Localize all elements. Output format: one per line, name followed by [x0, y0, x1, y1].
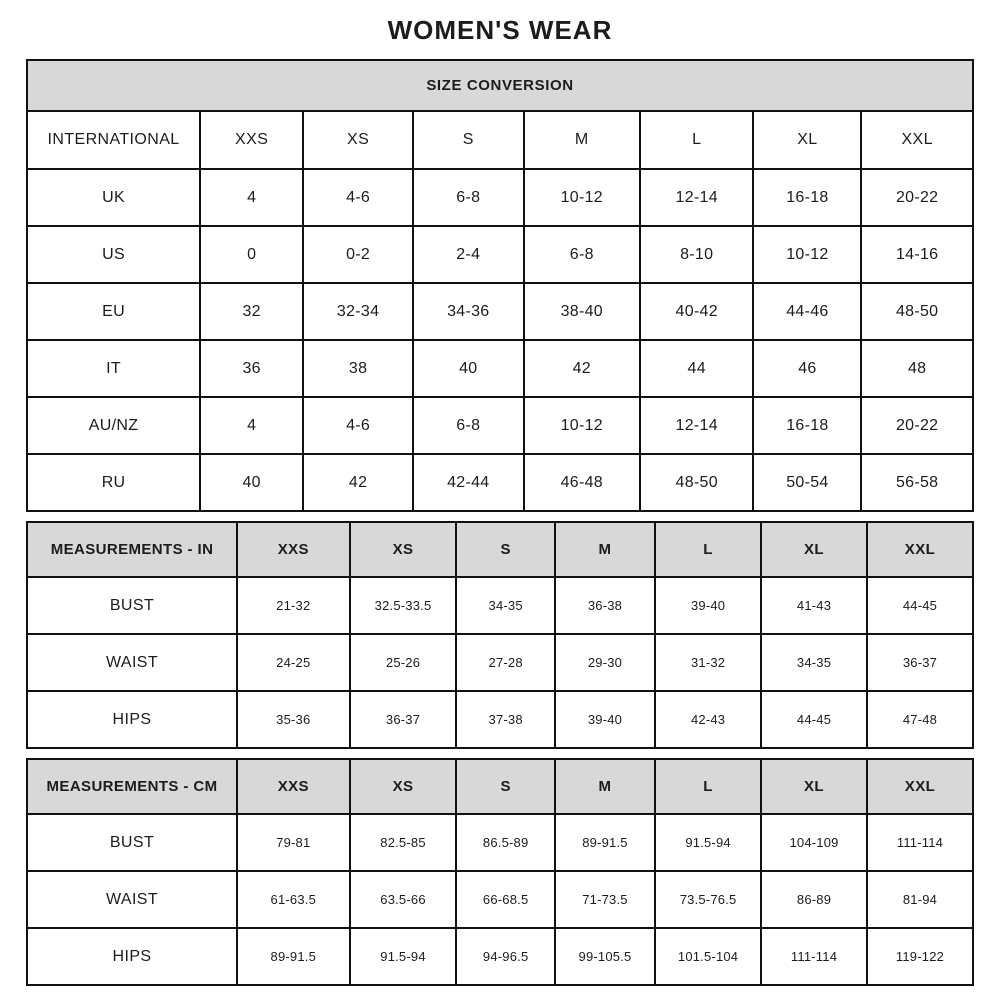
- table-header-row: [27, 759, 973, 814]
- row-label-cell: IT: [27, 340, 200, 397]
- value-cell: 16-18: [753, 169, 861, 226]
- table-row: [27, 340, 973, 397]
- header-size-cell: S: [456, 759, 554, 814]
- table-row: [27, 454, 973, 511]
- measurements-cm-table-wrap: [26, 758, 974, 986]
- row-label-cell: UK: [27, 169, 200, 226]
- value-cell: 0: [200, 226, 303, 283]
- table-header-row: [27, 522, 973, 577]
- value-cell: 44: [640, 340, 754, 397]
- header-size-cell: L: [640, 111, 754, 169]
- row-label-cell: EU: [27, 283, 200, 340]
- header-size-cell: XXL: [861, 111, 973, 169]
- value-cell: 56-58: [861, 454, 973, 511]
- row-label-cell: RU: [27, 454, 200, 511]
- table-row: [27, 283, 973, 340]
- page-title: WOMEN'S WEAR: [387, 15, 613, 45]
- value-cell: 40-42: [640, 283, 754, 340]
- value-cell: 27-28: [456, 634, 554, 691]
- value-cell: 99-105.5: [555, 928, 655, 985]
- value-cell: 82.5-85: [350, 814, 457, 871]
- row-label-cell: BUST: [27, 814, 237, 871]
- value-cell: 42-43: [655, 691, 761, 748]
- value-cell: 61-63.5: [237, 871, 350, 928]
- value-cell: 119-122: [867, 928, 973, 985]
- table-row: [27, 871, 973, 928]
- value-cell: 6-8: [413, 397, 524, 454]
- value-cell: 86.5-89: [456, 814, 554, 871]
- value-cell: 91.5-94: [655, 814, 761, 871]
- header-size-cell: XXL: [867, 759, 973, 814]
- header-size-cell: XL: [761, 759, 867, 814]
- value-cell: 12-14: [640, 169, 754, 226]
- value-cell: 48-50: [640, 454, 754, 511]
- header-label-cell: MEASUREMENTS - IN: [27, 522, 237, 577]
- table-row: [27, 691, 973, 748]
- value-cell: 101.5-104: [655, 928, 761, 985]
- value-cell: 50-54: [753, 454, 861, 511]
- value-cell: 63.5-66: [350, 871, 457, 928]
- value-cell: 89-91.5: [237, 928, 350, 985]
- header-size-cell: XS: [350, 522, 457, 577]
- table-banner-row: [27, 60, 973, 111]
- value-cell: 37-38: [456, 691, 554, 748]
- row-label-cell: HIPS: [27, 691, 237, 748]
- header-size-cell: XS: [350, 759, 457, 814]
- header-label-cell: MEASUREMENTS - CM: [27, 759, 237, 814]
- value-cell: 10-12: [524, 397, 640, 454]
- value-cell: 35-36: [237, 691, 350, 748]
- value-cell: 81-94: [867, 871, 973, 928]
- value-cell: 4-6: [303, 169, 413, 226]
- header-size-cell: M: [555, 522, 655, 577]
- row-label-cell: US: [27, 226, 200, 283]
- value-cell: 36-37: [867, 634, 973, 691]
- value-cell: 104-109: [761, 814, 867, 871]
- size-conversion-table-wrap: [26, 59, 974, 512]
- value-cell: 66-68.5: [456, 871, 554, 928]
- value-cell: 86-89: [761, 871, 867, 928]
- table-header-row: [27, 111, 973, 169]
- header-size-cell: XL: [761, 522, 867, 577]
- value-cell: 111-114: [761, 928, 867, 985]
- table-banner-cell: SIZE CONVERSION: [27, 60, 973, 111]
- header-size-cell: M: [555, 759, 655, 814]
- table-row: [27, 634, 973, 691]
- value-cell: 8-10: [640, 226, 754, 283]
- value-cell: 31-32: [655, 634, 761, 691]
- row-label-cell: HIPS: [27, 928, 237, 985]
- value-cell: 44-46: [753, 283, 861, 340]
- value-cell: 6-8: [413, 169, 524, 226]
- value-cell: 38: [303, 340, 413, 397]
- value-cell: 10-12: [524, 169, 640, 226]
- table-row: [27, 226, 973, 283]
- value-cell: 21-32: [237, 577, 350, 634]
- value-cell: 48-50: [861, 283, 973, 340]
- header-size-cell: S: [413, 111, 524, 169]
- value-cell: 29-30: [555, 634, 655, 691]
- header-size-cell: L: [655, 522, 761, 577]
- value-cell: 42: [524, 340, 640, 397]
- value-cell: 0-2: [303, 226, 413, 283]
- value-cell: 40: [413, 340, 524, 397]
- value-cell: 32.5-33.5: [350, 577, 457, 634]
- header-size-cell: S: [456, 522, 554, 577]
- measurements-in-table: [26, 521, 974, 749]
- value-cell: 32-34: [303, 283, 413, 340]
- value-cell: 71-73.5: [555, 871, 655, 928]
- header-label-cell: INTERNATIONAL: [27, 111, 200, 169]
- value-cell: 34-35: [456, 577, 554, 634]
- measurements-in-table-wrap: [26, 521, 974, 749]
- table-row: [27, 577, 973, 634]
- measurements-cm-table: [26, 758, 974, 986]
- value-cell: 46: [753, 340, 861, 397]
- header-size-cell: M: [524, 111, 640, 169]
- value-cell: 2-4: [413, 226, 524, 283]
- value-cell: 44-45: [867, 577, 973, 634]
- value-cell: 36: [200, 340, 303, 397]
- value-cell: 14-16: [861, 226, 973, 283]
- table-row: [27, 397, 973, 454]
- header-size-cell: XXL: [867, 522, 973, 577]
- value-cell: 44-45: [761, 691, 867, 748]
- header-size-cell: XL: [753, 111, 861, 169]
- value-cell: 94-96.5: [456, 928, 554, 985]
- value-cell: 24-25: [237, 634, 350, 691]
- header-size-cell: XXS: [237, 759, 350, 814]
- table-row: [27, 814, 973, 871]
- value-cell: 39-40: [555, 691, 655, 748]
- value-cell: 34-35: [761, 634, 867, 691]
- value-cell: 20-22: [861, 169, 973, 226]
- value-cell: 41-43: [761, 577, 867, 634]
- table-row: [27, 928, 973, 985]
- row-label-cell: WAIST: [27, 871, 237, 928]
- value-cell: 89-91.5: [555, 814, 655, 871]
- value-cell: 10-12: [753, 226, 861, 283]
- table-row: [27, 169, 973, 226]
- value-cell: 36-38: [555, 577, 655, 634]
- header-size-cell: XXS: [200, 111, 303, 169]
- value-cell: 40: [200, 454, 303, 511]
- row-label-cell: WAIST: [27, 634, 237, 691]
- value-cell: 73.5-76.5: [655, 871, 761, 928]
- header-size-cell: XS: [303, 111, 413, 169]
- value-cell: 38-40: [524, 283, 640, 340]
- header-size-cell: XXS: [237, 522, 350, 577]
- row-label-cell: BUST: [27, 577, 237, 634]
- value-cell: 48: [861, 340, 973, 397]
- value-cell: 79-81: [237, 814, 350, 871]
- value-cell: 4: [200, 397, 303, 454]
- value-cell: 4: [200, 169, 303, 226]
- row-label-cell: AU/NZ: [27, 397, 200, 454]
- value-cell: 39-40: [655, 577, 761, 634]
- value-cell: 47-48: [867, 691, 973, 748]
- value-cell: 42: [303, 454, 413, 511]
- value-cell: 12-14: [640, 397, 754, 454]
- value-cell: 34-36: [413, 283, 524, 340]
- value-cell: 46-48: [524, 454, 640, 511]
- header-size-cell: L: [655, 759, 761, 814]
- value-cell: 111-114: [867, 814, 973, 871]
- value-cell: 4-6: [303, 397, 413, 454]
- value-cell: 91.5-94: [350, 928, 457, 985]
- value-cell: 20-22: [861, 397, 973, 454]
- value-cell: 25-26: [350, 634, 457, 691]
- value-cell: 36-37: [350, 691, 457, 748]
- value-cell: 42-44: [413, 454, 524, 511]
- value-cell: 32: [200, 283, 303, 340]
- value-cell: 16-18: [753, 397, 861, 454]
- size-conversion-table: [26, 59, 974, 512]
- value-cell: 6-8: [524, 226, 640, 283]
